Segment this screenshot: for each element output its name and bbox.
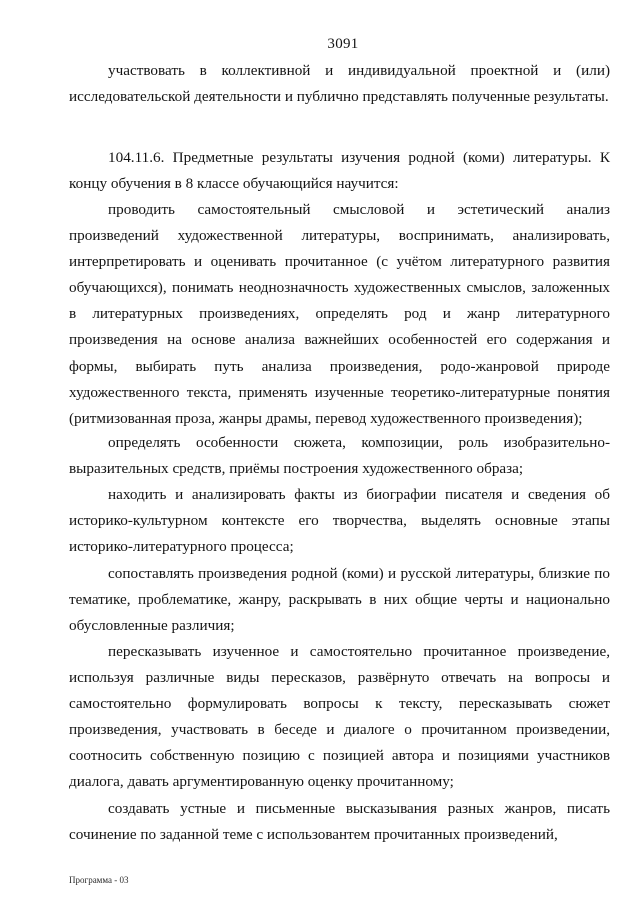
list-item [69, 197, 610, 432]
list-item [69, 482, 610, 560]
list-item-text: проводить самостоятельный смысловой и эстетический анализ произведений художественной литературы, воспринимать, анализировать, интерпретировать и оценивать прочитанное (с учётом литературного развития обучающихся), понимать неоднозначность художественных смыслов, заложенных в литературных произведениях, определять род и жанр литературного произведения на основе анализа важнейших особенностей его содержания и формы, выбирать путь анализа произведения, родо-жанровой природе художественного текста, применять изученные теоретико-литературные понятия (ритмизованная проза, жанры драмы, перевод художественного произведения); [69, 201, 610, 427]
list-item [69, 430, 610, 482]
list-item [69, 639, 610, 796]
list-item-text: сопоставлять произведения родной (коми) и русской литературы, близкие по тематике, проблематике, жанру, раскрывать в них общие черты и национально обусловленные различия; [69, 565, 610, 635]
footer-label: Программа - 03 [69, 875, 129, 885]
list-item [69, 796, 610, 848]
section-heading-text: 104.11.6. Предметные результаты изучения родной (коми) литературы. К концу обучения в 8 классе обучающийся научится: [69, 149, 610, 193]
list-item-text: пересказывать изученное и самостоятельно прочитанное произведение, используя различные виды пересказов, развёрнуто отвечать на вопросы и самостоятельно формулировать вопросы к тексту, пересказывать сюжет произведения, участвовать в беседе и диалоге о прочитанном произведении, соотносить собственную позицию с позицией автора и позициями участников диалога, давать аргументированную оценку прочитанному; [69, 643, 610, 791]
list-item-text: создавать устные и письменные высказывания разных жанров, писать сочинение по заданной теме с использовантем прочитанных произведений, [69, 800, 610, 844]
paragraph-continuation [69, 58, 610, 110]
list-item-text: находить и анализировать факты из биографии писателя и сведения об историко-культурном контексте его творчества, выделять основные этапы историко-литературного процесса; [69, 486, 610, 556]
section-heading [69, 145, 610, 197]
page-number: 3091 [327, 36, 359, 52]
paragraph-text: участвовать в коллективной и индивидуальной проектной и (или) исследовательской деятельности и публично представлять полученные результаты. [69, 62, 610, 106]
list-item-text: определять особенности сюжета, композиции, роль изобразительно-выразительных средств, приёмы построения художественного образа; [69, 434, 610, 478]
list-item [69, 561, 610, 639]
